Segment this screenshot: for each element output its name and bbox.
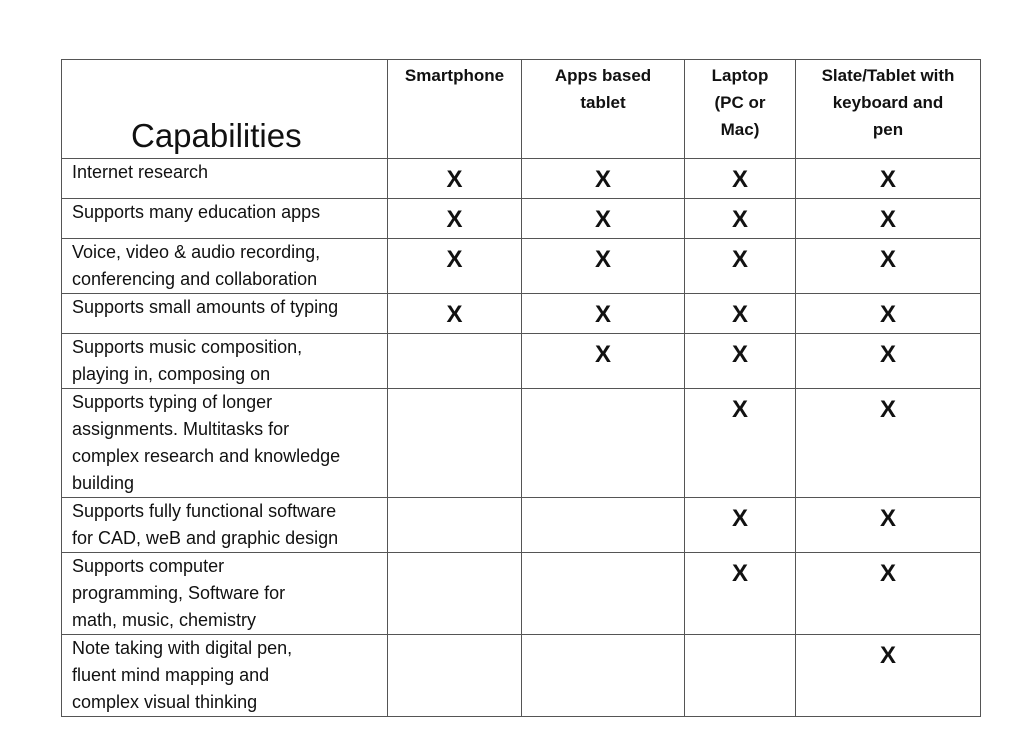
capabilities-header: Capabilities [62, 60, 388, 159]
capability-line: fluent mind mapping and [72, 665, 270, 685]
capability-line: for CAD, weB and graphic design [72, 528, 339, 548]
smartphone-mark: X [388, 239, 522, 294]
capability-line: conferencing and collaboration [72, 269, 318, 289]
laptop-mark [685, 635, 796, 717]
apps-tablet-mark [522, 553, 685, 635]
header-line: tablet [580, 93, 626, 112]
laptop-mark: X [685, 239, 796, 294]
smartphone-mark [388, 635, 522, 717]
slate-tablet-mark: X [796, 635, 981, 717]
laptop-mark: X [685, 159, 796, 199]
header-line: Slate/Tablet with [821, 66, 955, 85]
table-row [62, 294, 981, 334]
capability-line: math, music, chemistry [72, 610, 257, 630]
smartphone-mark: X [388, 199, 522, 239]
apps-tablet-mark: X [522, 239, 685, 294]
header-line: Apps based [554, 66, 652, 85]
capability-line: Supports many education apps [72, 202, 321, 222]
header-line: (PC or [714, 93, 766, 112]
apps-tablet-mark: X [522, 334, 685, 389]
header-line: keyboard and [832, 93, 944, 112]
smartphone-mark [388, 498, 522, 553]
capability-line: Voice, video & audio recording, [72, 242, 321, 262]
slate-tablet-mark: X [796, 294, 981, 334]
header-line: pen [872, 120, 904, 139]
slate-tablet-mark: X [796, 239, 981, 294]
smartphone-mark: X [388, 159, 522, 199]
slate-tablet-mark: X [796, 334, 981, 389]
slate-tablet-mark: X [796, 498, 981, 553]
capability-line: Supports typing of longer [72, 392, 273, 412]
capabilities-comparison-table [61, 59, 981, 717]
capability-line: building [72, 473, 135, 493]
smartphone-mark [388, 553, 522, 635]
slate-tablet-mark: X [796, 553, 981, 635]
capability-cell [62, 159, 388, 199]
capability-cell [62, 553, 388, 635]
capability-line: complex visual thinking [72, 692, 258, 712]
capability-cell [62, 498, 388, 553]
capability-line: Supports fully functional software [72, 501, 337, 521]
laptop-mark: X [685, 389, 796, 498]
apps-tablet-mark [522, 498, 685, 553]
apps-tablet-mark: X [522, 199, 685, 239]
header-line: Smartphone [404, 66, 505, 85]
slate-tablet-mark: X [796, 199, 981, 239]
laptop-mark: X [685, 334, 796, 389]
capability-cell [62, 635, 388, 717]
capability-line: Supports music composition, [72, 337, 303, 357]
capability-cell [62, 239, 388, 294]
table-row [62, 498, 981, 553]
capability-cell [62, 294, 388, 334]
header-row [62, 60, 981, 159]
capability-line: assignments. Multitasks for [72, 419, 290, 439]
table-row [62, 199, 981, 239]
header-line: Mac) [720, 120, 760, 139]
table-row [62, 553, 981, 635]
capability-cell [62, 389, 388, 498]
apps-tablet-mark [522, 389, 685, 498]
capability-line: Supports small amounts of typing [72, 297, 339, 317]
table-row [62, 334, 981, 389]
slate-tablet-mark: X [796, 159, 981, 199]
header-line: Laptop [711, 66, 769, 85]
apps-tablet-mark: X [522, 294, 685, 334]
capability-line: Note taking with digital pen, [72, 638, 293, 658]
table-row [62, 159, 981, 199]
laptop-mark: X [685, 498, 796, 553]
capability-line: Internet research [72, 162, 209, 182]
column-header-apps-tablet [522, 60, 685, 159]
capability-line: complex research and knowledge [72, 446, 341, 466]
capability-line: playing in, composing on [72, 364, 271, 384]
table-row [62, 635, 981, 717]
laptop-mark: X [685, 199, 796, 239]
laptop-mark: X [685, 553, 796, 635]
laptop-mark: X [685, 294, 796, 334]
column-header-slate-tablet [796, 60, 981, 159]
apps-tablet-mark: X [522, 159, 685, 199]
apps-tablet-mark [522, 635, 685, 717]
smartphone-mark [388, 389, 522, 498]
smartphone-mark [388, 334, 522, 389]
table-row [62, 389, 981, 498]
table-row [62, 239, 981, 294]
slate-tablet-mark: X [796, 389, 981, 498]
capability-line: programming, Software for [72, 583, 286, 603]
column-header-smartphone [388, 60, 522, 159]
capability-cell [62, 199, 388, 239]
capability-cell [62, 334, 388, 389]
smartphone-mark: X [388, 294, 522, 334]
column-header-laptop [685, 60, 796, 159]
capability-line: Supports computer [72, 556, 225, 576]
